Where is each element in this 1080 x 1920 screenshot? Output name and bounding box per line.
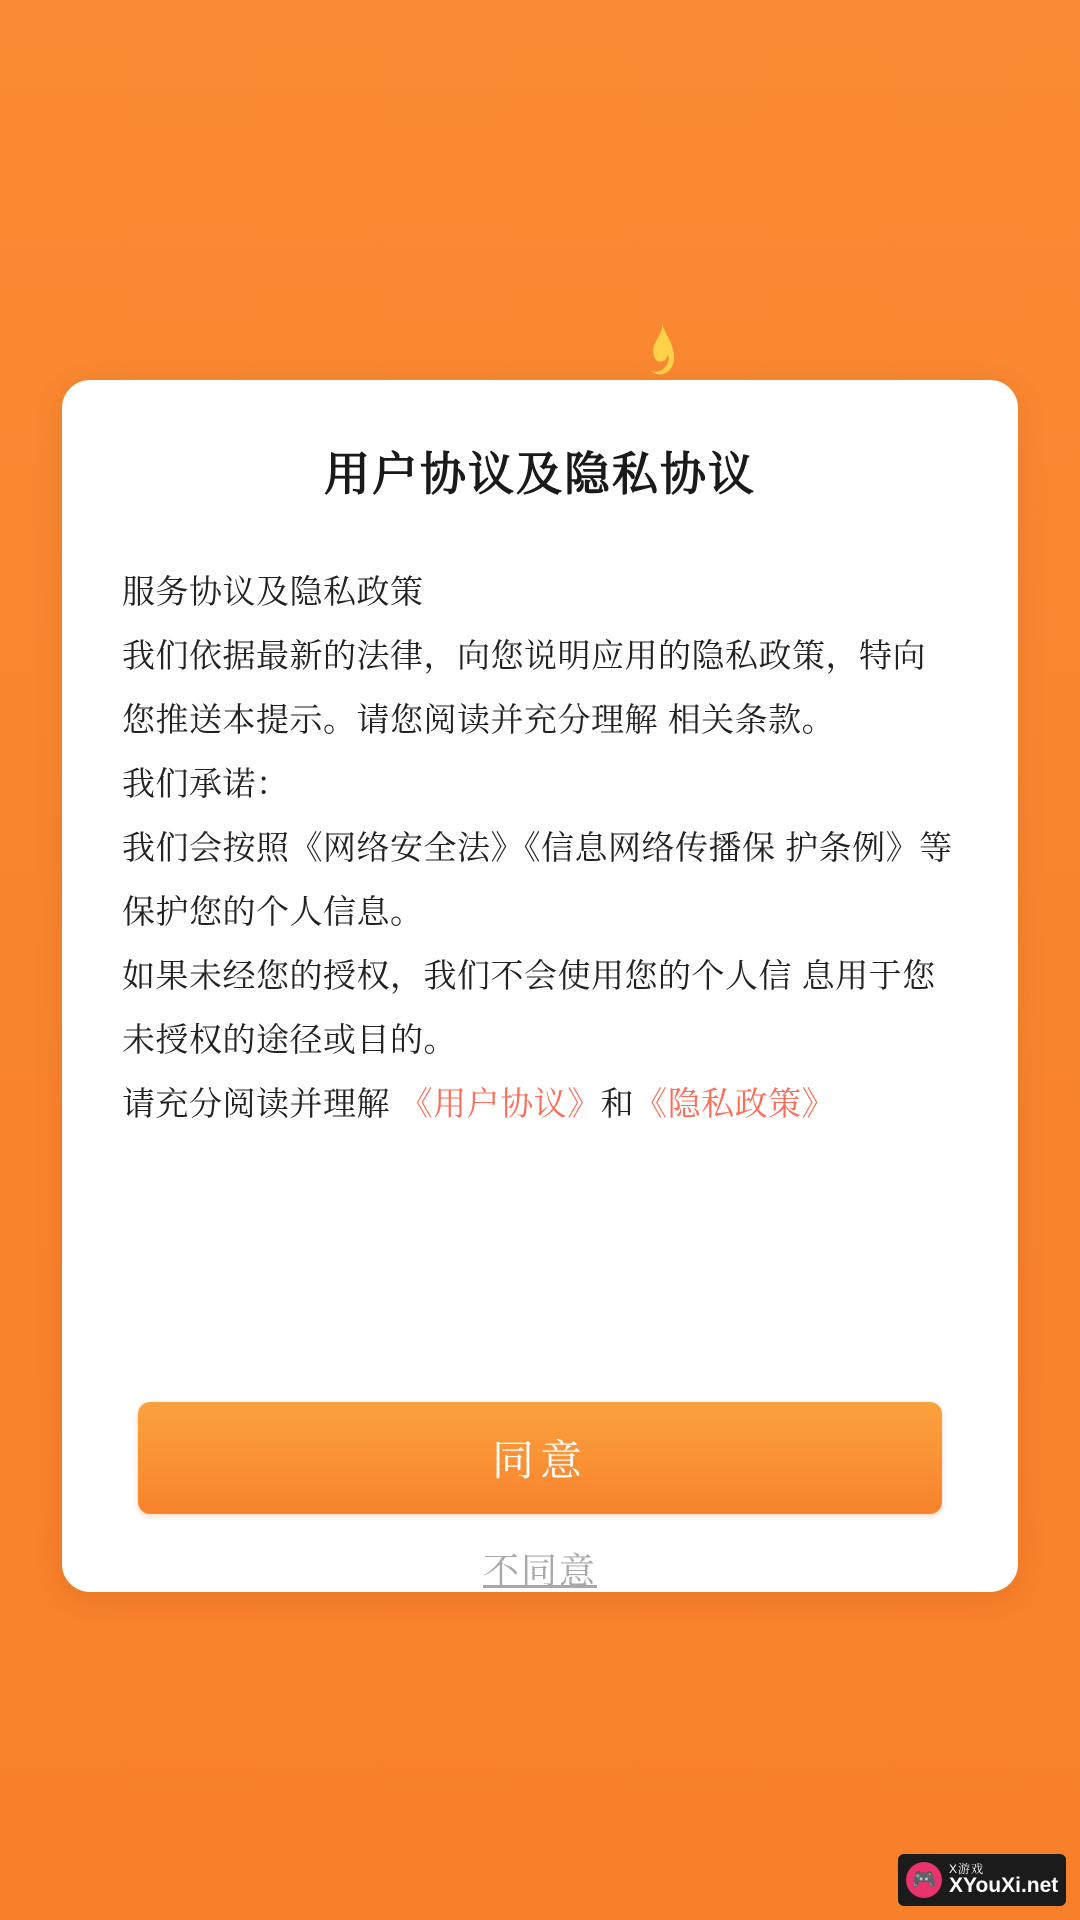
consent-line — [122, 1072, 958, 1136]
dialog-body — [62, 504, 1018, 1136]
disagree-button[interactable]: 不同意 — [62, 1542, 1018, 1595]
paragraph-promise-heading: 我们承诺： — [122, 765, 290, 802]
watermark-texts — [949, 1863, 1058, 1898]
agree-button[interactable]: 同意 — [138, 1402, 942, 1514]
paragraph-law-notice: 我们依据最新的法律，向您说明应用的隐私政策，特向您推送本提示。请您阅读并充分理解 相关条款。 — [122, 637, 926, 738]
watermark-cn: X游戏 — [949, 1861, 985, 1876]
consent-middle: 和 — [600, 1085, 635, 1122]
flame-icon — [640, 322, 676, 384]
user-agreement-link[interactable]: 《用户协议》 — [399, 1085, 601, 1122]
privacy-policy-link[interactable]: 《隐私政策》 — [634, 1085, 836, 1122]
paragraph-protect-info: 我们会按照《网络安全法》《信息网络传播保 护条例》等保护您的个人信息。 — [122, 829, 953, 930]
watermark-en: XYouXi.net — [949, 1874, 1059, 1898]
consent-prefix: 请充分阅读并理解 — [122, 1085, 400, 1122]
watermark — [898, 1854, 1066, 1906]
paragraph-no-unauthorized-use: 如果未经您的授权，我们不会使用您的个人信 息用于您未授权的途径或目的。 — [122, 957, 936, 1058]
dialog-title: 用户协议及隐私协议 — [324, 448, 756, 500]
privacy-agreement-dialog — [62, 380, 1018, 1592]
gamepad-icon: 🎮 — [906, 1862, 942, 1898]
paragraph-service-heading: 服务协议及隐私政策 — [122, 573, 424, 610]
